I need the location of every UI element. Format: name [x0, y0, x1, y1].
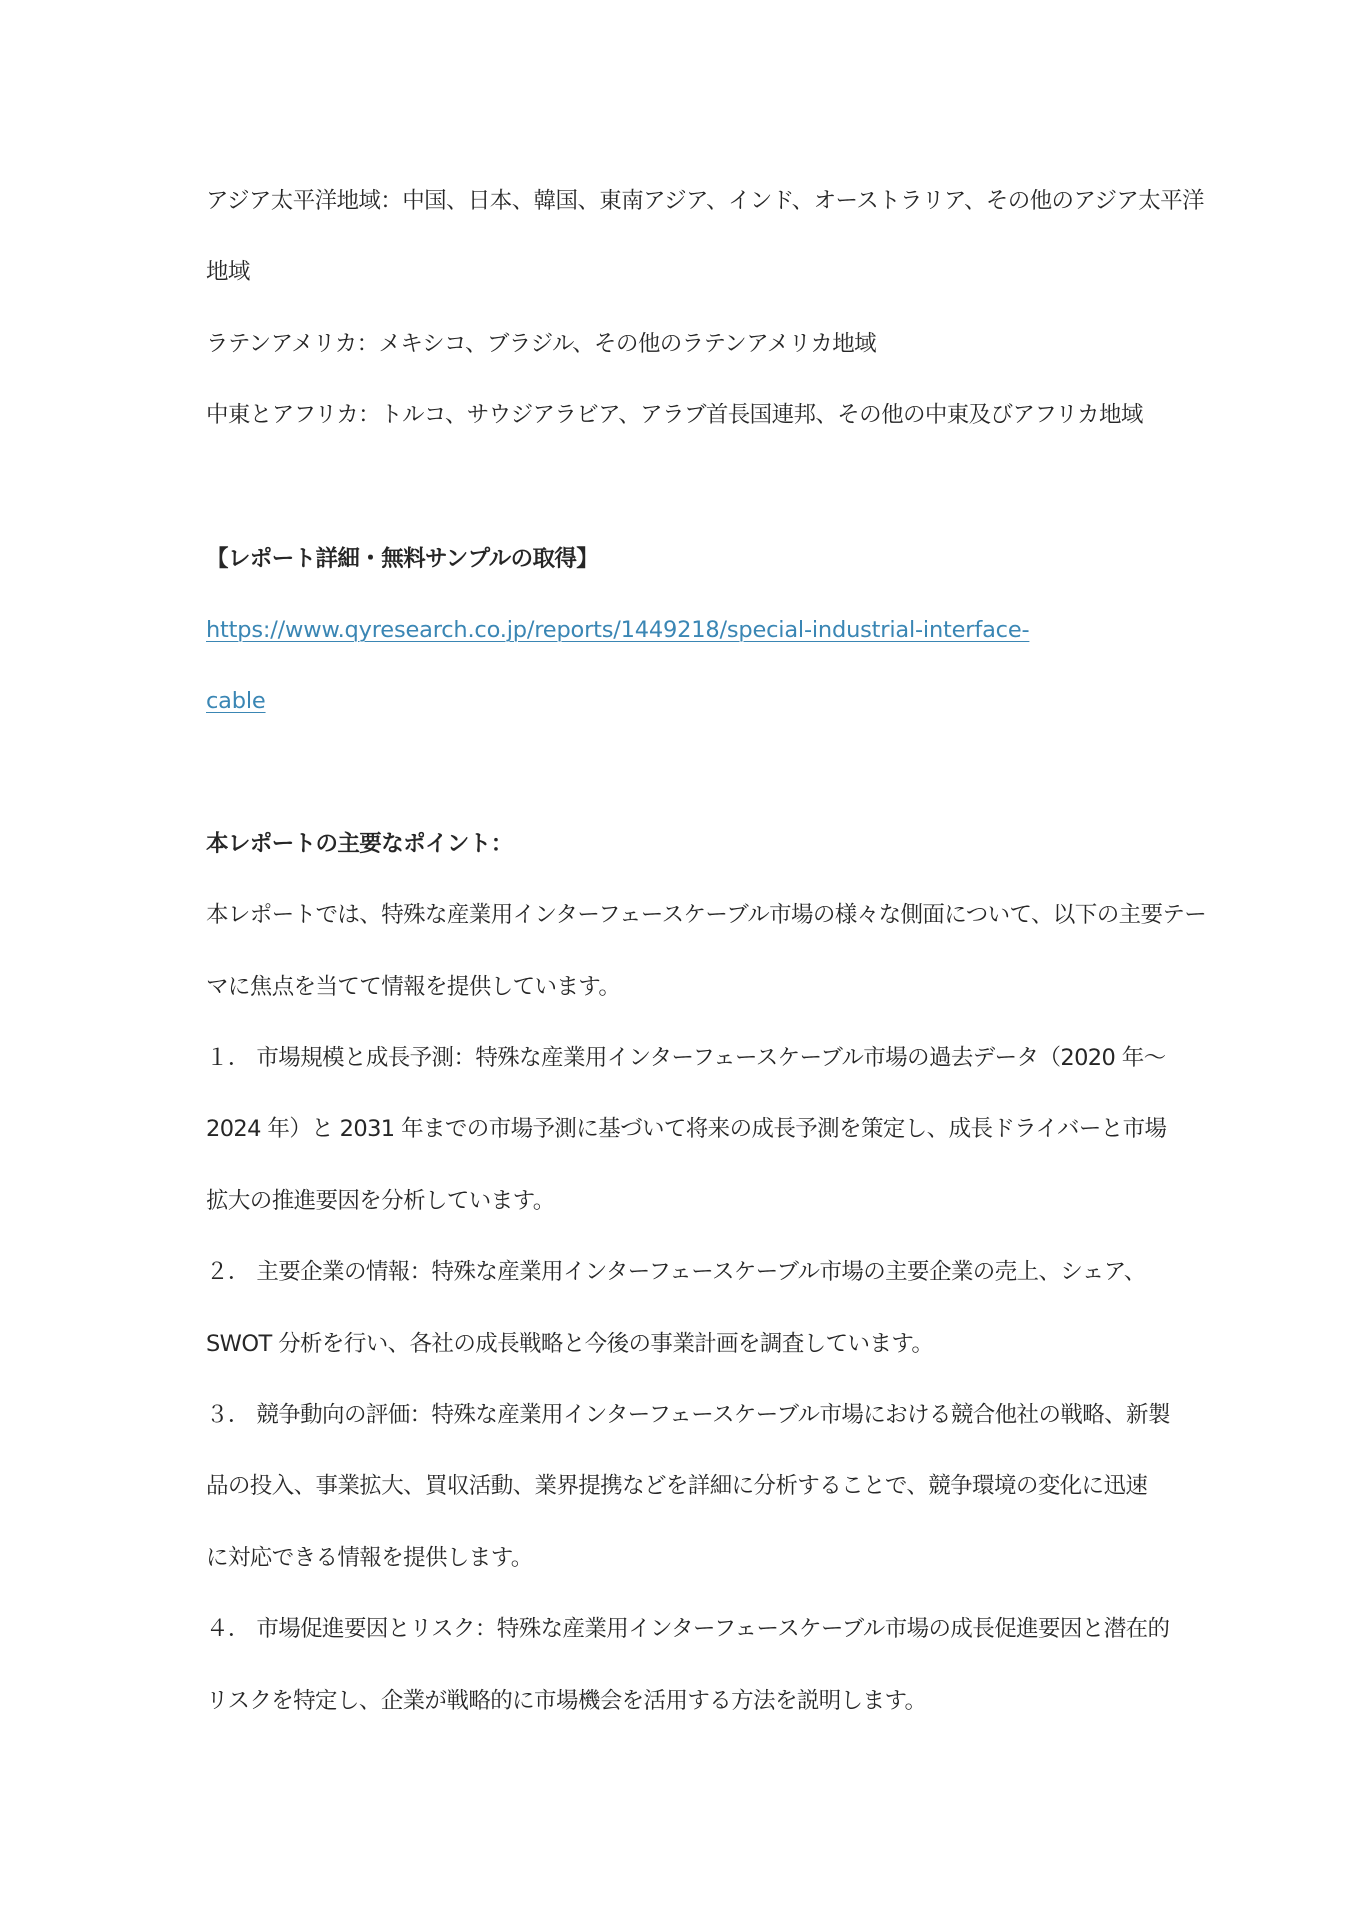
point-1-market-size-cont2: 拡大の推進要因を分析しています。	[206, 1188, 555, 1214]
middle-east-africa-regions: 中東とアフリカ：トルコ、サウジアラビア、アラブ首長国連邦、その他の中東及びアフリカ地域	[206, 402, 1143, 428]
latin-america-regions: ラテンアメリカ：メキシコ、ブラジル、その他のラテンアメリカ地域	[206, 331, 877, 357]
key-points-intro-cont: マに焦点を当てて情報を提供しています。	[206, 974, 621, 1000]
key-points-heading: 本レポートの主要なポイント：	[206, 831, 513, 857]
point-1-market-size-cont: 2024 年）と 2031 年までの市場予測に基づいて将来の成長予測を策定し、成長ドライバーと市場	[206, 1116, 1167, 1142]
report-details-heading: 【レポート詳細・無料サンプルの取得】	[206, 546, 599, 572]
point-2-key-companies: ２． 主要企業の情報：特殊な産業用インターフェースケーブル市場の主要企業の売上、シェア、	[206, 1259, 1146, 1285]
point-2-key-companies-cont: SWOT 分析を行い、各社の成長戦略と今後の事業計画を調査しています。	[206, 1331, 934, 1357]
point-3-competition-cont2: に対応できる情報を提供します。	[206, 1545, 533, 1571]
report-url-link[interactable]: https://www.qyresearch.co.jp/reports/1449218/special-industrial-interface-	[206, 617, 1030, 643]
point-4-drivers-risks-cont: リスクを特定し、企業が戦略的に市場機会を活用する方法を説明します。	[206, 1688, 927, 1714]
point-4-drivers-risks: ４． 市場促進要因とリスク：特殊な産業用インターフェースケーブル市場の成長促進要因と潜在的	[206, 1616, 1170, 1642]
point-1-market-size: １． 市場規模と成長予測：特殊な産業用インターフェースケーブル市場の過去データ（2020 年～	[206, 1045, 1166, 1071]
key-points-intro: 本レポートでは、特殊な産業用インターフェースケーブル市場の様々な側面について、以下の主要テー	[206, 902, 1207, 928]
asia-pacific-regions: アジア太平洋地域：中国、日本、韓国、東南アジア、インド、オーストラリア、その他のアジア太平洋	[206, 188, 1204, 214]
asia-pacific-regions-cont: 地域	[206, 259, 250, 285]
point-3-competition-cont: 品の投入、事業拡大、買収活動、業界提携などを詳細に分析することで、競争環境の変化に迅速	[206, 1473, 1148, 1499]
point-3-competition: ３． 競争動向の評価：特殊な産業用インターフェースケーブル市場における競合他社の戦略、新製	[206, 1402, 1170, 1428]
report-url-link-cont[interactable]: cable	[206, 688, 266, 714]
